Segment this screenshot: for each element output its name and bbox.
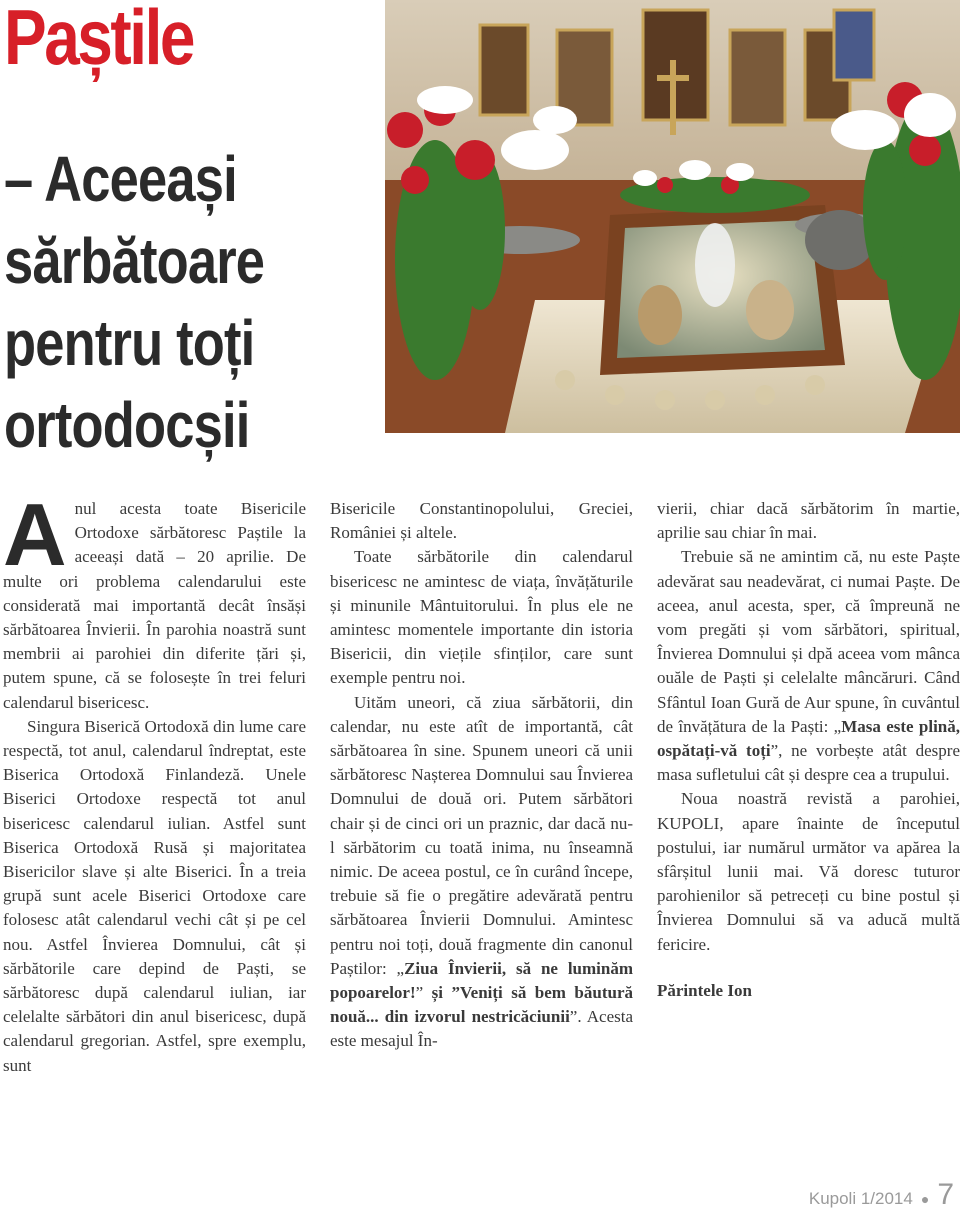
subtitle-line: pentru toți <box>4 307 255 379</box>
paragraph: Singura Biserică Ortodoxă din lume care respectă, tot anul, calendarul îndreptat, este Biserica Ortodoxă Finlandeză. Unele Biserici Ortodoxe respectă tot anul bisericesc calendarul iulian. Astfel sunt Biserica Ortodoxă Rusă și majoritatea Bisericilor slave și alte Biserici. În a treia grupă sunt acele Biserici Ortodoxe care folosesc atât calendarul vechi cât și pe cel nou. Astfel Învierea Domnului, cât și sărbătorile care depind de Paști, se sărbătoresc după calendarul iulian, iar celelalte sărbători din anul bisericesc, după calendarul gregorian. Astfel, spre exemplu, sunt <box>3 716 306 1075</box>
publication-name: Kupoli 1/2014 <box>808 1189 913 1208</box>
subtitle-line: – Aceeași <box>4 143 237 215</box>
article-column-3 <box>657 497 960 1003</box>
paragraph: Toate sărbătorile din calendarul bisericesc ne amintesc de viața, învățăturile și minunile Mântuitorului. În plus ele ne amintesc momentele importante din istoria Bisericii, din viețile sfinților, care sunt exemple pentru noi. <box>330 547 633 688</box>
paragraph: vierii, chiar dacă sărbătorim în martie, aprilie sau chiar în mai. <box>657 499 960 543</box>
paragraph: Trebuie să ne amintim că, nu este Paște adevărat sau neadevărat, ci numai Paște. De aceea, anul acesta, sper, că împreună ne vom pregăti și vom sărbători, spiritual, Învierea Domnului și dpă aceea vom mânca ouăle de Paști și celelalte mâncăruri. Când Sfântul Ioan Gură de Aur spune, în cuvântul de învățătura de la Paști: „Masa este plină, ospătați-vă toți”, ne vorbește atât despre masa sufletului cât și despre cea a trupului. <box>657 547 960 785</box>
article-column-2 <box>330 497 633 1054</box>
article-title: Paștile <box>4 0 193 81</box>
quote-bold: și ”Veniți să bem băutură nouă... din izvorul nestricăciunii <box>330 983 634 1027</box>
author-signature: Părintele Ion <box>657 980 752 1000</box>
subtitle-line: sărbătoare <box>4 225 265 297</box>
paragraph: Uităm uneori, că ziua sărbătorii, din calendar, nu este atît de importantă, cât sărbătoarea în sine. Spunem uneori că unii sărbătoresc Nașterea Domnului sau Învierea Domnului de două ori. Putem sărbători chair și de cinci ori un praznic, dar dacă nu-l sărbătorim cu toată inima, nu înseamnă nimic. De aceea postul, ce în curând începe, trebuie să fie o pregătire adevărată pentru sărbătoarea Învierii Domnului. Amintesc pentru noi toți, două fragmente din canonul Paștilor: „Ziua Învierii, să ne luminăm popoarelor!” și ”Veniți să bem băutură nouă... din izvorul nestricăciunii”. Acesta este mesajul În- <box>330 692 634 1051</box>
subtitle-line: ortodocșii <box>4 389 250 461</box>
bullet-icon: ● <box>920 1191 930 1207</box>
paragraph: Anul acesta toate Bisericile Ortodoxe sărbătoresc Paștile la aceeași dată – 20 aprilie. De multe ori problema calendarului este considerată mai importantă decât însăși sărbătoarea Învierii. În parohia noastră sunt membrii ai parohiei din diferite țări și, putem spune, că se folosește în trei feluri calendarul bisericesc. <box>3 485 306 712</box>
paragraph: Bisericile Constantinopolului, Greciei, României și altele. <box>330 499 633 543</box>
paragraph: Noua noastră revistă a parohiei, KUPOLI, apare înainte de începutul postului, iar numărul următor va apărea la sfârșitul lunii mai. Vă doresc tuturor parohienilor să petreceți cu bine postul și Învierea Domnului să va aducă multă fericire. <box>657 789 960 954</box>
easter-icon-photo <box>385 0 960 433</box>
page-footer <box>809 1178 954 1212</box>
drop-cap: A <box>3 485 67 584</box>
article-subtitle <box>4 138 348 466</box>
quote-bold: Ziua Învierii, să ne luminăm popoarelor! <box>330 958 633 1003</box>
article-column-1 <box>3 485 306 1078</box>
quote-bold: Masa este plină, ospătați-vă toți <box>657 716 960 761</box>
page-number: 7 <box>937 1178 954 1211</box>
